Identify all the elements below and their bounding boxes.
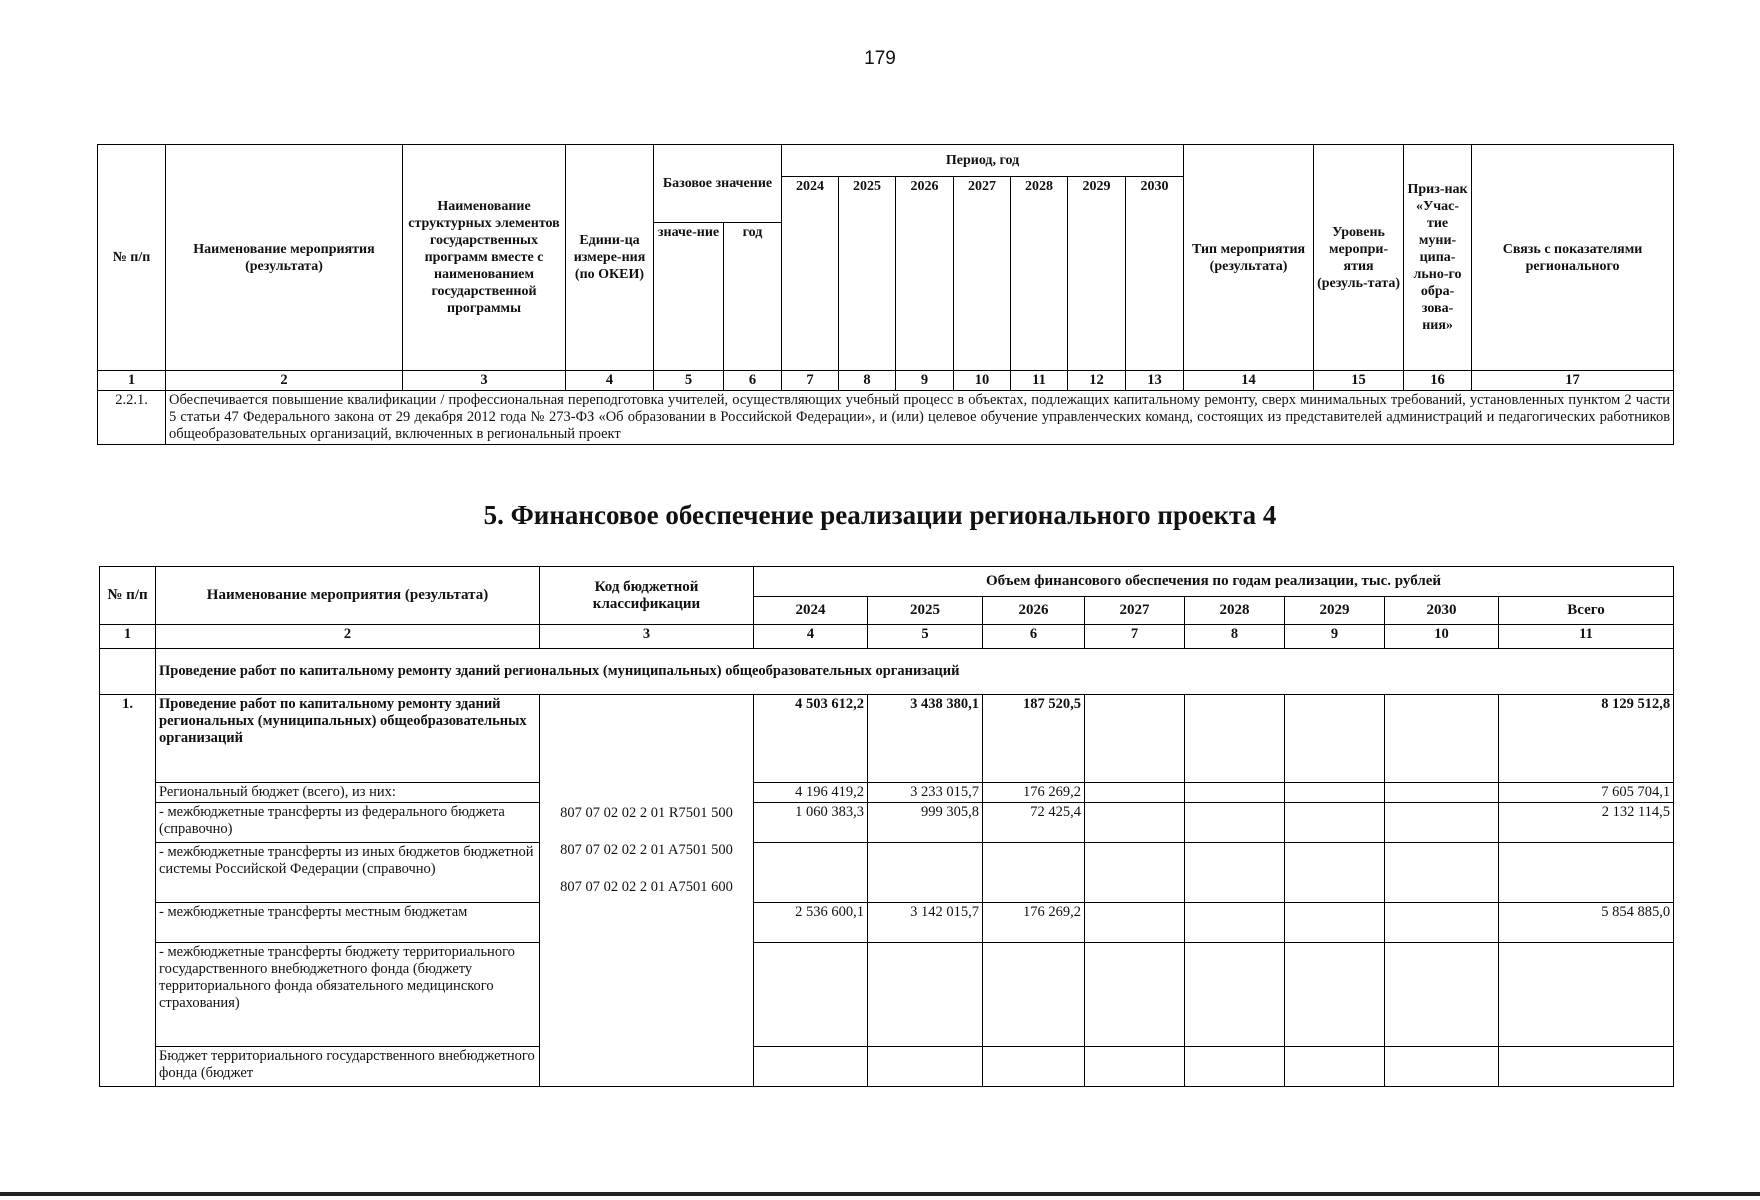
page-number: 179	[864, 48, 896, 69]
col-number: 16	[1404, 371, 1472, 391]
col-name-header: Наименование мероприятия (результата)	[156, 567, 540, 625]
group-title: Проведение работ по капитальному ремонту зданий региональных (муниципальных) общеобразовательных организаций	[156, 649, 1674, 695]
table-row	[100, 943, 1674, 1047]
col-number: 3	[403, 371, 566, 391]
col-number: 1	[98, 371, 166, 391]
col-number: 17	[1472, 371, 1674, 391]
base-year-header: год	[724, 223, 782, 371]
budget-code: 807 07 02 02 2 01 R7501 500	[560, 805, 733, 821]
col-struct-header: Наименование структурных элементов государственных программ вместе с наименованием государственной программы	[403, 145, 566, 371]
col-number: 12	[1068, 371, 1126, 391]
budget-codes	[540, 695, 754, 1087]
base-value-header: значе-ние	[654, 223, 724, 371]
col-base-header: Базовое значение	[654, 145, 782, 223]
row-name: Бюджет территориального государственного внебюджетного фонда (бюджет	[156, 1047, 540, 1087]
col-number: 10	[1385, 625, 1499, 649]
col-num-header: № п/п	[98, 145, 166, 371]
year-header: 2030	[1385, 597, 1499, 625]
col-number: 10	[954, 371, 1011, 391]
year-header: 2028	[1185, 597, 1285, 625]
value-2025: 3 438 380,1	[868, 695, 983, 783]
row-name: Региональный бюджет (всего), из них:	[156, 783, 540, 803]
col-number: 11	[1011, 371, 1068, 391]
col-number: 7	[782, 371, 839, 391]
col-number: 9	[896, 371, 954, 391]
total-header: Всего	[1499, 597, 1674, 625]
row-name: Проведение работ по капитальному ремонту зданий региональных (муниципальных) общеобразовательных организаций	[156, 695, 540, 783]
value-total: 8 129 512,8	[1499, 695, 1674, 783]
year-header: 2027	[954, 177, 1011, 371]
col-number: 11	[1499, 625, 1674, 649]
col-link-header: Связь с показателями регионального	[1472, 145, 1674, 371]
value-2025: 3 233 015,7	[868, 783, 983, 803]
value-2025: 3 142 015,7	[868, 903, 983, 943]
value-2026: 72 425,4	[983, 803, 1085, 843]
col-type-header: Тип мероприятия (результата)	[1184, 145, 1314, 371]
value-2024: 2 536 600,1	[754, 903, 868, 943]
table-row	[100, 903, 1674, 943]
budget-code: 807 07 02 02 2 01 A7501 600	[560, 879, 733, 895]
col-number: 8	[1185, 625, 1285, 649]
value-total: 7 605 704,1	[1499, 783, 1674, 803]
year-header: 2027	[1085, 597, 1185, 625]
table-row	[100, 1047, 1674, 1087]
year-header: 2026	[983, 597, 1085, 625]
group-num-cell	[100, 649, 156, 695]
row-number: 2.2.1.	[98, 391, 166, 445]
col-num-header: № п/п	[100, 567, 156, 625]
col-number: 3	[540, 625, 754, 649]
year-header: 2025	[839, 177, 896, 371]
table-row	[100, 843, 1674, 903]
col-number: 2	[166, 371, 403, 391]
year-header: 2028	[1011, 177, 1068, 371]
col-number: 4	[754, 625, 868, 649]
row-description: Обеспечивается повышение квалификации / профессиональная переподготовка учителей, осуществляющих учебный процесс в объектах, подлежащих капитальному ремонту, сверх минимальных требований, установленных пунктом 2 части 5 статьи 47 Федерального закона от 29 декабря 2012 года № 273-ФЗ «Об образовании в Российской Федерации», и (или) целевое обучение управленческих команд, состоящих из представителей администраций и педагогических работников общеобразовательных организаций, включенных в региональный проект	[166, 391, 1674, 445]
value-2024: 1 060 383,3	[754, 803, 868, 843]
year-header: 2024	[754, 597, 868, 625]
year-header: 2029	[1285, 597, 1385, 625]
col-number: 7	[1085, 625, 1185, 649]
year-header: 2030	[1126, 177, 1184, 371]
value-total: 5 854 885,0	[1499, 903, 1674, 943]
value-2024: 4 503 612,2	[754, 695, 868, 783]
table-row	[100, 695, 1674, 783]
col-number: 2	[156, 625, 540, 649]
col-number: 1	[100, 625, 156, 649]
value-2024: 4 196 419,2	[754, 783, 868, 803]
col-number: 5	[654, 371, 724, 391]
col-number: 5	[868, 625, 983, 649]
col-number: 8	[839, 371, 896, 391]
col-number: 14	[1184, 371, 1314, 391]
value-2026: 176 269,2	[983, 903, 1085, 943]
col-period-header: Период, год	[782, 145, 1184, 177]
col-number: 13	[1126, 371, 1184, 391]
finance-table	[99, 566, 1674, 1087]
year-header: 2024	[782, 177, 839, 371]
col-volume-header: Объем финансового обеспечения по годам реализации, тыс. рублей	[754, 567, 1674, 597]
col-name-header: Наименование мероприятия (результата)	[166, 145, 403, 371]
col-number: 15	[1314, 371, 1404, 391]
budget-code: 807 07 02 02 2 01 A7501 500	[560, 842, 733, 858]
row-name: - межбюджетные трансферты из иных бюджетов бюджетной системы Российской Федерации (справочно)	[156, 843, 540, 903]
value-2026: 187 520,5	[983, 695, 1085, 783]
col-number: 6	[983, 625, 1085, 649]
col-number: 9	[1285, 625, 1385, 649]
col-municipal-header: Приз-нак «Учас-тие муни-ципа-льно-го обра-зова-ния»	[1404, 145, 1472, 371]
results-table	[97, 144, 1674, 445]
col-unit-header: Едини-ца измере-ния (по ОКЕИ)	[566, 145, 654, 371]
year-header: 2026	[896, 177, 954, 371]
col-code-header: Код бюджетной классификации	[540, 567, 754, 625]
section-title: 5. Финансовое обеспечение реализации регионального проекта 4	[483, 500, 1277, 530]
item-number: 1.	[100, 695, 156, 1087]
col-number: 4	[566, 371, 654, 391]
value-2026: 176 269,2	[983, 783, 1085, 803]
year-header: 2029	[1068, 177, 1126, 371]
row-name: - межбюджетные трансферты местным бюджетам	[156, 903, 540, 943]
row-name: - межбюджетные трансферты бюджету территориального государственного внебюджетного фонда (бюджету территориального фонда обязательного медицинского страхования)	[156, 943, 540, 1047]
col-level-header: Уровень меропри-ятия (резуль-тата)	[1314, 145, 1404, 371]
scan-edge-rule	[0, 1192, 1760, 1196]
year-header: 2025	[868, 597, 983, 625]
table-row	[100, 803, 1674, 843]
col-number: 6	[724, 371, 782, 391]
row-name: - межбюджетные трансферты из федерального бюджета (справочно)	[156, 803, 540, 843]
value-2025: 999 305,8	[868, 803, 983, 843]
table-row	[100, 783, 1674, 803]
value-total: 2 132 114,5	[1499, 803, 1674, 843]
